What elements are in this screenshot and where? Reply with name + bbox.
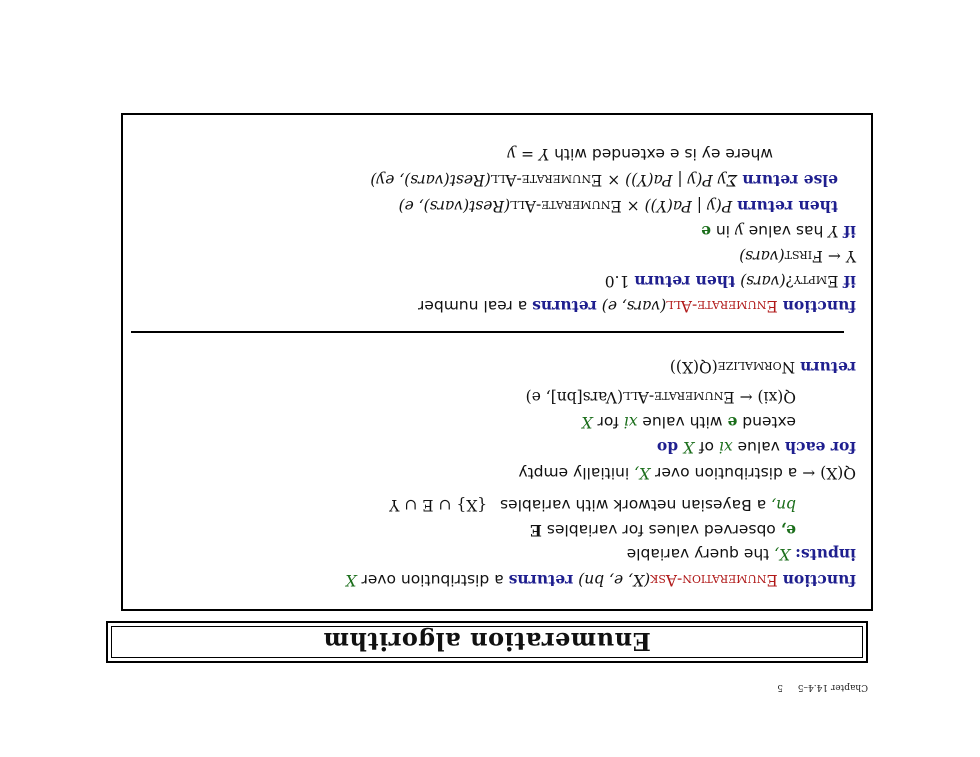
ask-line-8	[526, 387, 796, 407]
description: has value	[748, 222, 824, 240]
keyword-else-return: else return	[742, 171, 838, 190]
evidence-e: e	[701, 222, 711, 241]
ask-line-2	[627, 544, 856, 564]
q-assign: Q(xi) ←	[739, 388, 796, 406]
call-args: (Rest(vars), ey)	[370, 171, 491, 189]
variable-y: Y	[828, 222, 839, 240]
algorithm-box	[121, 113, 873, 611]
evidence-e: e	[727, 413, 738, 432]
assignment-expr: Y = y	[507, 145, 550, 163]
ask-line-4	[389, 495, 796, 515]
page-header	[777, 682, 868, 692]
call-first: First	[784, 247, 823, 265]
keyword-then-return: then return	[634, 272, 736, 291]
call-args: (vars)	[739, 247, 785, 265]
ask-line-9	[670, 357, 856, 377]
call-args: (Vars[bn], e)	[525, 388, 624, 406]
description: extend	[742, 413, 796, 431]
section-divider	[131, 331, 844, 333]
all-line-2	[605, 271, 856, 291]
variable-x: X	[345, 571, 357, 589]
variable-x: X	[683, 438, 695, 456]
keyword-returns: returns	[532, 297, 597, 316]
y-assign: Y ←	[827, 247, 856, 265]
slide-title: Enumeration algorithm	[323, 627, 651, 657]
variable-x: X	[581, 413, 593, 431]
all-line-6	[370, 170, 838, 190]
description: with value	[642, 413, 723, 431]
keyword-return: return	[800, 358, 856, 377]
input-description: the query variable	[626, 545, 770, 563]
ask-line-3	[530, 520, 796, 540]
ask-line-7	[582, 412, 797, 432]
all-line-4	[701, 221, 856, 241]
call-empty: Empty?	[785, 272, 839, 290]
function-name: Enumerate-All	[666, 297, 778, 315]
keyword-function: function	[782, 297, 856, 316]
call-args: (Q(X))	[669, 358, 718, 376]
call-normalize: Normalize	[717, 358, 796, 376]
description: for	[597, 413, 619, 431]
function-args: (vars, e)	[601, 297, 667, 315]
description: initially empty	[518, 464, 630, 482]
return-description: a real number	[417, 297, 528, 315]
ask-line-1	[345, 570, 856, 590]
keyword-if: if	[843, 222, 856, 241]
description: a distribution over	[655, 464, 798, 482]
value-y: y	[734, 222, 744, 240]
call-enumerate-all: Enumerate-All	[623, 388, 735, 406]
all-line-3	[739, 246, 856, 266]
keyword-for-each: for each	[784, 438, 856, 457]
keyword-inputs: inputs:	[795, 545, 856, 564]
description: in	[715, 222, 731, 240]
page-number: 5	[777, 682, 783, 692]
input-description: a Bayesian network with variables	[500, 496, 767, 514]
variable-xi: xi	[718, 438, 733, 456]
call-enumerate-all: Enumerate-All	[490, 171, 603, 189]
variable-set: {X} ∪ E ∪ Y	[389, 496, 488, 514]
description: value	[737, 438, 780, 456]
keyword-then-return: then return	[737, 197, 838, 216]
evidence-e: e,	[780, 521, 796, 540]
q-assign: Q(X) ←	[802, 464, 856, 482]
call-enumerate-all: Enumerate-All	[510, 197, 622, 215]
function-args: (X, e, bn)	[578, 571, 651, 589]
keyword-returns: returns	[508, 571, 574, 590]
input-description: observed values for variables	[546, 521, 776, 539]
description: where ey is e extended with	[554, 145, 773, 163]
probability-expr: P(y | Pa(Y)) ×	[626, 197, 733, 215]
keyword-if: if	[843, 272, 856, 291]
chapter-label: Chapter 14.4–5	[797, 682, 868, 692]
all-line-7	[507, 144, 773, 164]
network-bn: bn,	[771, 496, 796, 514]
ask-line-5	[518, 463, 856, 483]
evidence-vars: E	[530, 521, 542, 540]
call-args: (vars)	[740, 272, 786, 290]
call-args: (Rest(vars), e)	[398, 197, 511, 215]
variable-xi: xi	[623, 413, 638, 431]
variable-x: X,	[774, 545, 791, 563]
keyword-function: function	[782, 571, 856, 590]
variable-x: X,	[634, 464, 651, 482]
description: of	[699, 438, 714, 456]
title-box	[106, 621, 868, 663]
title-frame	[111, 626, 863, 658]
keyword-do: do	[656, 438, 679, 457]
ask-line-6	[657, 437, 856, 457]
probability-expr: Σy P(y | Pa(Y)) ×	[607, 171, 738, 189]
all-line-1	[418, 296, 856, 316]
all-line-5	[399, 196, 838, 216]
return-description: a distribution over	[361, 571, 504, 589]
return-value: 1.0	[604, 272, 630, 290]
function-name: Enumeration-Ask	[650, 571, 778, 589]
